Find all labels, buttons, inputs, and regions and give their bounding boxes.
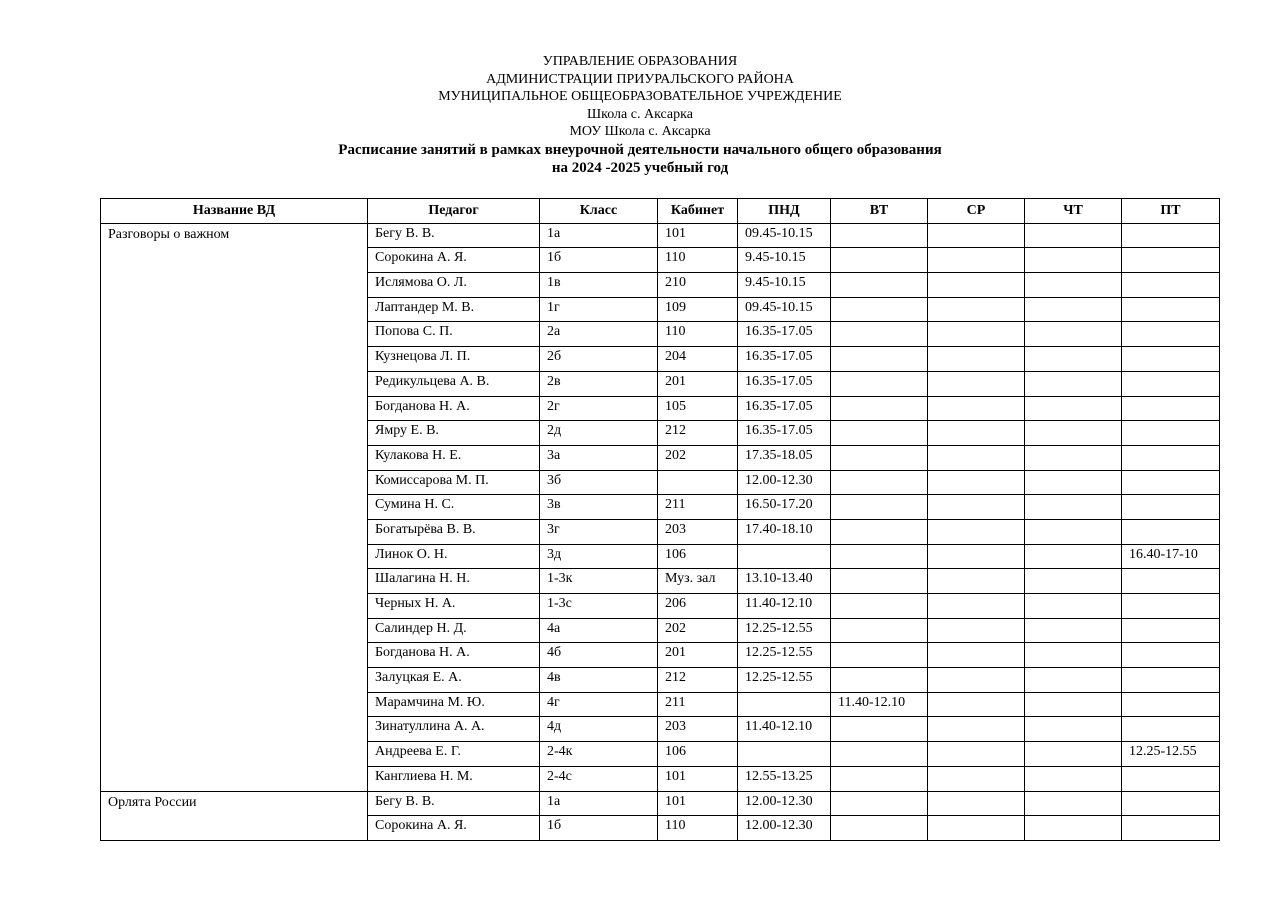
thu-cell — [1025, 668, 1122, 693]
fri-cell — [1122, 396, 1220, 421]
class-cell: 4д — [540, 717, 658, 742]
room-cell: 101 — [658, 223, 738, 248]
class-cell: 2а — [540, 322, 658, 347]
teacher-cell: Шалагина Н. Н. — [368, 569, 540, 594]
fri-cell — [1122, 594, 1220, 619]
thu-cell — [1025, 470, 1122, 495]
wed-cell — [928, 618, 1025, 643]
table-row — [101, 223, 1220, 248]
mon-cell: 16.35-17.05 — [738, 347, 831, 372]
column-header: Кабинет — [658, 199, 738, 224]
wed-cell — [928, 223, 1025, 248]
class-cell: 3г — [540, 519, 658, 544]
room-cell: 110 — [658, 248, 738, 273]
mon-cell: 12.25-12.55 — [738, 668, 831, 693]
header-line-2: АДМИНИСТРАЦИИ ПРИУРАЛЬСКОГО РАЙОНА — [486, 71, 794, 87]
mon-cell: 12.25-12.55 — [738, 618, 831, 643]
room-cell: 110 — [658, 322, 738, 347]
fri-cell — [1122, 766, 1220, 791]
mon-cell: 17.40-18.10 — [738, 519, 831, 544]
tue-cell — [831, 668, 928, 693]
room-cell: 109 — [658, 297, 738, 322]
wed-cell — [928, 717, 1025, 742]
thu-cell — [1025, 544, 1122, 569]
teacher-cell: Салиндер Н. Д. — [368, 618, 540, 643]
tue-cell — [831, 816, 928, 841]
wed-cell — [928, 742, 1025, 767]
tue-cell — [831, 371, 928, 396]
teacher-cell: Кулакова Н. Е. — [368, 445, 540, 470]
wed-cell — [928, 470, 1025, 495]
mon-cell: 12.55-13.25 — [738, 766, 831, 791]
tue-cell — [831, 470, 928, 495]
teacher-cell: Канглиева Н. М. — [368, 766, 540, 791]
mon-cell: 16.35-17.05 — [738, 421, 831, 446]
header-line-4: Школа с. Аксарка — [587, 106, 693, 122]
class-cell: 3д — [540, 544, 658, 569]
wed-cell — [928, 668, 1025, 693]
mon-cell: 11.40-12.10 — [738, 717, 831, 742]
class-cell: 3б — [540, 470, 658, 495]
wed-cell — [928, 519, 1025, 544]
wed-cell — [928, 445, 1025, 470]
mon-cell: 12.00-12.30 — [738, 470, 831, 495]
class-cell: 2д — [540, 421, 658, 446]
class-cell: 1-3к — [540, 569, 658, 594]
class-cell: 2б — [540, 347, 658, 372]
thu-cell — [1025, 347, 1122, 372]
class-cell: 4б — [540, 643, 658, 668]
mon-cell: 9.45-10.15 — [738, 248, 831, 273]
room-cell: 212 — [658, 421, 738, 446]
teacher-cell: Богатырёва В. В. — [368, 519, 540, 544]
room-cell: 211 — [658, 692, 738, 717]
fri-cell — [1122, 273, 1220, 298]
column-header: ВТ — [831, 199, 928, 224]
thu-cell — [1025, 519, 1122, 544]
wed-cell — [928, 273, 1025, 298]
tue-cell: 11.40-12.10 — [831, 692, 928, 717]
wed-cell — [928, 692, 1025, 717]
mon-cell: 09.45-10.15 — [738, 223, 831, 248]
class-cell: 1б — [540, 816, 658, 841]
room-cell: 201 — [658, 643, 738, 668]
room-cell: 101 — [658, 766, 738, 791]
class-cell: 3а — [540, 445, 658, 470]
class-cell: 1а — [540, 791, 658, 816]
thu-cell — [1025, 569, 1122, 594]
wed-cell — [928, 766, 1025, 791]
room-cell: 106 — [658, 742, 738, 767]
class-cell: 1г — [540, 297, 658, 322]
wed-cell — [928, 643, 1025, 668]
column-header: Педагог — [368, 199, 540, 224]
table-header-row — [101, 199, 1220, 224]
class-cell: 2г — [540, 396, 658, 421]
wed-cell — [928, 495, 1025, 520]
tue-cell — [831, 594, 928, 619]
fri-cell — [1122, 297, 1220, 322]
fri-cell — [1122, 569, 1220, 594]
tue-cell — [831, 495, 928, 520]
tue-cell — [831, 569, 928, 594]
fri-cell — [1122, 495, 1220, 520]
class-cell: 2в — [540, 371, 658, 396]
fri-cell — [1122, 791, 1220, 816]
mon-cell: 12.00-12.30 — [738, 816, 831, 841]
room-cell: 202 — [658, 618, 738, 643]
tue-cell — [831, 544, 928, 569]
fri-cell — [1122, 618, 1220, 643]
fri-cell — [1122, 347, 1220, 372]
mon-cell: 9.45-10.15 — [738, 273, 831, 298]
tue-cell — [831, 643, 928, 668]
class-cell: 1-3с — [540, 594, 658, 619]
teacher-cell: Богданова Н. А. — [368, 396, 540, 421]
column-header: Название ВД — [101, 199, 368, 224]
thu-cell — [1025, 371, 1122, 396]
tue-cell — [831, 717, 928, 742]
fri-cell — [1122, 248, 1220, 273]
activity-name-cell: Орлята России — [101, 791, 368, 840]
teacher-cell: Бегу В. В. — [368, 791, 540, 816]
column-header: СР — [928, 199, 1025, 224]
wed-cell — [928, 569, 1025, 594]
room-cell: 203 — [658, 519, 738, 544]
teacher-cell: Зинатуллина А. А. — [368, 717, 540, 742]
document-subtitle: на 2024 -2025 учебный год — [551, 159, 729, 176]
teacher-cell: Ямру Е. В. — [368, 421, 540, 446]
tue-cell — [831, 766, 928, 791]
class-cell: 1в — [540, 273, 658, 298]
thu-cell — [1025, 297, 1122, 322]
column-header: ПТ — [1122, 199, 1220, 224]
tue-cell — [831, 618, 928, 643]
room-cell — [658, 470, 738, 495]
teacher-cell: Комиссарова М. П. — [368, 470, 540, 495]
tue-cell — [831, 421, 928, 446]
fri-cell — [1122, 445, 1220, 470]
wed-cell — [928, 594, 1025, 619]
mon-cell: 12.25-12.55 — [738, 643, 831, 668]
tue-cell — [831, 223, 928, 248]
teacher-cell: Лаптандер М. В. — [368, 297, 540, 322]
column-header: ЧТ — [1025, 199, 1122, 224]
fri-cell — [1122, 668, 1220, 693]
mon-cell: 13.10-13.40 — [738, 569, 831, 594]
fri-cell: 16.40-17-10 — [1122, 544, 1220, 569]
class-cell: 2-4с — [540, 766, 658, 791]
tue-cell — [831, 519, 928, 544]
tue-cell — [831, 396, 928, 421]
activity-name-cell: Разговоры о важном — [101, 223, 368, 791]
wed-cell — [928, 421, 1025, 446]
tue-cell — [831, 297, 928, 322]
document-header — [0, 53, 1280, 177]
schedule-table — [100, 198, 1220, 841]
teacher-cell: Андреева Е. Г. — [368, 742, 540, 767]
thu-cell — [1025, 742, 1122, 767]
fri-cell — [1122, 322, 1220, 347]
teacher-cell: Сорокина А. Я. — [368, 816, 540, 841]
room-cell: 101 — [658, 791, 738, 816]
mon-cell: 16.50-17.20 — [738, 495, 831, 520]
room-cell: 211 — [658, 495, 738, 520]
tue-cell — [831, 791, 928, 816]
fri-cell: 12.25-12.55 — [1122, 742, 1220, 767]
mon-cell: 17.35-18.05 — [738, 445, 831, 470]
fri-cell — [1122, 371, 1220, 396]
teacher-cell: Линок О. Н. — [368, 544, 540, 569]
header-line-3: МУНИЦИПАЛЬНОЕ ОБЩЕОБРАЗОВАТЕЛЬНОЕ УЧРЕЖДЕНИЕ — [438, 89, 842, 104]
room-cell: 206 — [658, 594, 738, 619]
wed-cell — [928, 791, 1025, 816]
wed-cell — [928, 297, 1025, 322]
wed-cell — [928, 347, 1025, 372]
thu-cell — [1025, 445, 1122, 470]
room-cell: 105 — [658, 396, 738, 421]
thu-cell — [1025, 273, 1122, 298]
class-cell: 2-4к — [540, 742, 658, 767]
thu-cell — [1025, 248, 1122, 273]
thu-cell — [1025, 618, 1122, 643]
header-line-5: МОУ Школа с. Аксарка — [569, 124, 711, 139]
class-cell: 1а — [540, 223, 658, 248]
class-cell: 3в — [540, 495, 658, 520]
fri-cell — [1122, 816, 1220, 841]
fri-cell — [1122, 717, 1220, 742]
wed-cell — [928, 544, 1025, 569]
teacher-cell: Богданова Н. А. — [368, 643, 540, 668]
wed-cell — [928, 322, 1025, 347]
teacher-cell: Сумина Н. С. — [368, 495, 540, 520]
thu-cell — [1025, 495, 1122, 520]
thu-cell — [1025, 717, 1122, 742]
thu-cell — [1025, 421, 1122, 446]
wed-cell — [928, 396, 1025, 421]
mon-cell: 16.35-17.05 — [738, 371, 831, 396]
room-cell: 201 — [658, 371, 738, 396]
room-cell: 203 — [658, 717, 738, 742]
thu-cell — [1025, 322, 1122, 347]
room-cell: 202 — [658, 445, 738, 470]
tue-cell — [831, 322, 928, 347]
room-cell: 212 — [658, 668, 738, 693]
table-row — [101, 791, 1220, 816]
teacher-cell: Черных Н. А. — [368, 594, 540, 619]
thu-cell — [1025, 816, 1122, 841]
class-cell: 4г — [540, 692, 658, 717]
wed-cell — [928, 248, 1025, 273]
mon-cell — [738, 692, 831, 717]
tue-cell — [831, 273, 928, 298]
column-header: ПНД — [738, 199, 831, 224]
fri-cell — [1122, 223, 1220, 248]
thu-cell — [1025, 396, 1122, 421]
header-line-1: УПРАВЛЕНИЕ ОБРАЗОВАНИЯ — [542, 54, 738, 69]
tue-cell — [831, 248, 928, 273]
wed-cell — [928, 371, 1025, 396]
fri-cell — [1122, 643, 1220, 668]
room-cell: 204 — [658, 347, 738, 372]
tue-cell — [831, 742, 928, 767]
room-cell: 210 — [658, 273, 738, 298]
wed-cell — [928, 816, 1025, 841]
class-cell: 4в — [540, 668, 658, 693]
tue-cell — [831, 445, 928, 470]
teacher-cell: Бегу В. В. — [368, 223, 540, 248]
teacher-cell: Залуцкая Е. А. — [368, 668, 540, 693]
mon-cell: 09.45-10.15 — [738, 297, 831, 322]
teacher-cell: Сорокина А. Я. — [368, 248, 540, 273]
thu-cell — [1025, 766, 1122, 791]
table-body — [101, 223, 1220, 840]
mon-cell: 16.35-17.05 — [738, 396, 831, 421]
fri-cell — [1122, 519, 1220, 544]
mon-cell — [738, 544, 831, 569]
mon-cell: 12.00-12.30 — [738, 791, 831, 816]
thu-cell — [1025, 692, 1122, 717]
teacher-cell: Кузнецова Л. П. — [368, 347, 540, 372]
thu-cell — [1025, 223, 1122, 248]
fri-cell — [1122, 692, 1220, 717]
thu-cell — [1025, 643, 1122, 668]
fri-cell — [1122, 470, 1220, 495]
document-title: Расписание занятий в рамках внеурочной деятельности начального общего образования — [338, 141, 942, 158]
thu-cell — [1025, 791, 1122, 816]
class-cell: 4а — [540, 618, 658, 643]
mon-cell — [738, 742, 831, 767]
teacher-cell: Ислямова О. Л. — [368, 273, 540, 298]
column-header: Класс — [540, 199, 658, 224]
fri-cell — [1122, 421, 1220, 446]
room-cell: 106 — [658, 544, 738, 569]
teacher-cell: Редикульцева А. В. — [368, 371, 540, 396]
tue-cell — [831, 347, 928, 372]
room-cell: Муз. зал — [658, 569, 738, 594]
thu-cell — [1025, 594, 1122, 619]
teacher-cell: Попова С. П. — [368, 322, 540, 347]
class-cell: 1б — [540, 248, 658, 273]
mon-cell: 16.35-17.05 — [738, 322, 831, 347]
mon-cell: 11.40-12.10 — [738, 594, 831, 619]
room-cell: 110 — [658, 816, 738, 841]
teacher-cell: Марамчина М. Ю. — [368, 692, 540, 717]
